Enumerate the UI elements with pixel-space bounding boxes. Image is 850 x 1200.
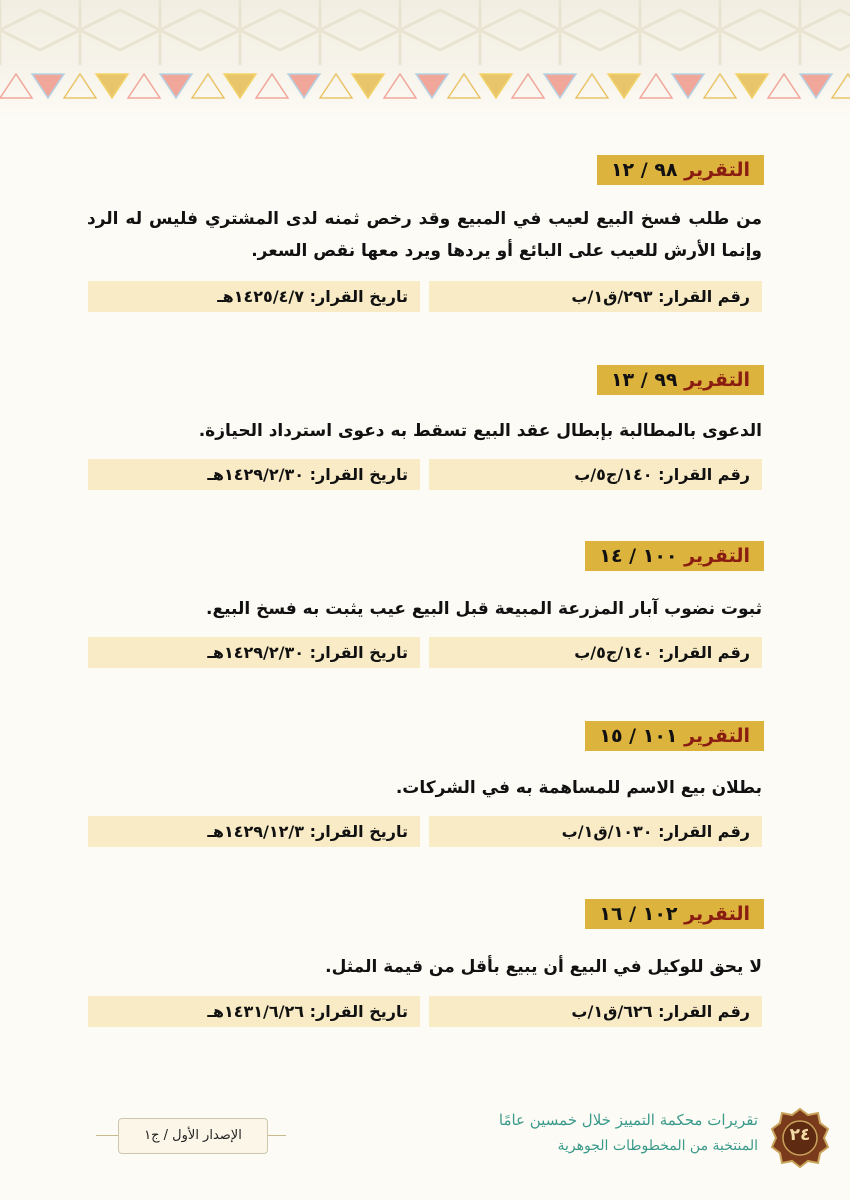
pattern-stroke [600, 0, 680, 65]
pattern-stroke [360, 0, 440, 65]
ornament-triangle [800, 74, 832, 98]
entry-body: بطلان بيع الاسم للمساهمة به في الشركات. [395, 778, 762, 798]
entry-title [585, 899, 764, 929]
decision-number: رقم القرار: ١٠٣٠/ق١/ب [429, 816, 762, 847]
pattern-stroke [840, 0, 850, 65]
ornament-triangle [704, 74, 736, 98]
pattern-stroke [40, 0, 120, 65]
decision-date: تاريخ القرار: ١٤٢٥/٤/٧هـ [88, 281, 420, 312]
ornament-triangle [608, 74, 640, 98]
ornament-triangle [480, 74, 512, 98]
title-numbers: ١٠١ / ١٥ [599, 725, 685, 747]
pattern-stroke [760, 0, 840, 65]
title-lead: التقرير [684, 903, 750, 925]
entry-body: ثبوت نضوب آبار المزرعة المبيعة قبل البيع عيب يثبت به فسخ البيع. [206, 599, 762, 619]
pattern-stroke [280, 0, 360, 65]
ornament-triangle [640, 74, 672, 98]
ornament-triangle [672, 74, 704, 98]
ornament-triangle [768, 74, 800, 98]
ornament-triangle [96, 74, 128, 98]
entry-title [597, 365, 764, 395]
ornament-triangle [352, 74, 384, 98]
ornament-triangle [32, 74, 64, 98]
ornament-triangle [448, 74, 480, 98]
book-title-line1: تقريرات محكمة التمييز خلال خمسين عامًا [498, 1111, 758, 1129]
ornament-triangle [512, 74, 544, 98]
pattern-stroke [200, 0, 280, 65]
entry-body: من طلب فسخ البيع لعيب في المبيع وقد رخص ثمنه لدى المشتري فليس له الرد وإنما الأرش للعيب على البائع أو يردها ويرد معها نقص السعر. [87, 209, 762, 261]
pattern-stroke [120, 0, 200, 65]
decision-date: تاريخ القرار: ١٤٢٩/١٢/٣هـ [88, 816, 420, 847]
title-numbers: ١٠٠ / ١٤ [599, 545, 685, 567]
ornament-triangle [224, 74, 256, 98]
decision-number: رقم القرار: ٢٩٣/ق١/ب [429, 281, 762, 312]
title-lead: التقرير [684, 159, 750, 181]
decision-number: رقم القرار: ٦٢٦/ق١/ب [429, 996, 762, 1027]
entry-title [585, 541, 764, 571]
page-number: ٢٤ [789, 1125, 811, 1145]
ornament-triangle [160, 74, 192, 98]
title-lead: التقرير [684, 725, 750, 747]
pattern-stroke [440, 0, 520, 65]
decision-number: رقم القرار: ١٤٠/ج٥/ب [429, 459, 762, 490]
ornament-triangle [544, 74, 576, 98]
decision-date: تاريخ القرار: ١٤٣١/٦/٢٦هـ [88, 996, 420, 1027]
ornament-triangle [416, 74, 448, 98]
ornament-triangle [832, 74, 850, 98]
decision-date: تاريخ القرار: ١٤٢٩/٢/٣٠هـ [88, 459, 420, 490]
ornament-triangle [736, 74, 768, 98]
title-lead: التقرير [684, 369, 750, 391]
title-numbers: ١٠٢ / ١٦ [599, 903, 685, 925]
entry-body: الدعوى بالمطالبة بإبطال عقد البيع تسقط به دعوى استرداد الحيازة. [198, 421, 762, 441]
pattern-stroke [0, 0, 40, 65]
ornament-triangle [0, 74, 32, 98]
entry-title [597, 155, 764, 185]
title-numbers: ٩٨ / ١٢ [610, 159, 685, 181]
entry-body: لا يحق للوكيل في البيع أن يبيع بأقل من قيمة المثل. [325, 957, 762, 977]
pattern-stroke [680, 0, 760, 65]
ornament-triangle [384, 74, 416, 98]
decision-date: تاريخ القرار: ١٤٢٩/٢/٣٠هـ [88, 637, 420, 668]
title-numbers: ٩٩ / ١٣ [610, 369, 685, 391]
title-lead: التقرير [684, 545, 750, 567]
ornament-triangle [64, 74, 96, 98]
pattern-stroke [520, 0, 600, 65]
header-ornament [0, 0, 850, 120]
book-title-footer [498, 1105, 830, 1175]
ornament-triangle [288, 74, 320, 98]
ornament-triangle [192, 74, 224, 98]
ornament-triangle [576, 74, 608, 98]
edition-label: الإصدار الأول / ج١ [118, 1118, 268, 1154]
entry-title [585, 721, 764, 751]
ornament-triangle [256, 74, 288, 98]
ornament-triangle [320, 74, 352, 98]
book-title-line2: المنتخبة من المخطوطات الجوهرية [557, 1138, 758, 1154]
ornament-triangle [128, 74, 160, 98]
decision-number: رقم القرار: ١٤٠/ج٥/ب [429, 637, 762, 668]
